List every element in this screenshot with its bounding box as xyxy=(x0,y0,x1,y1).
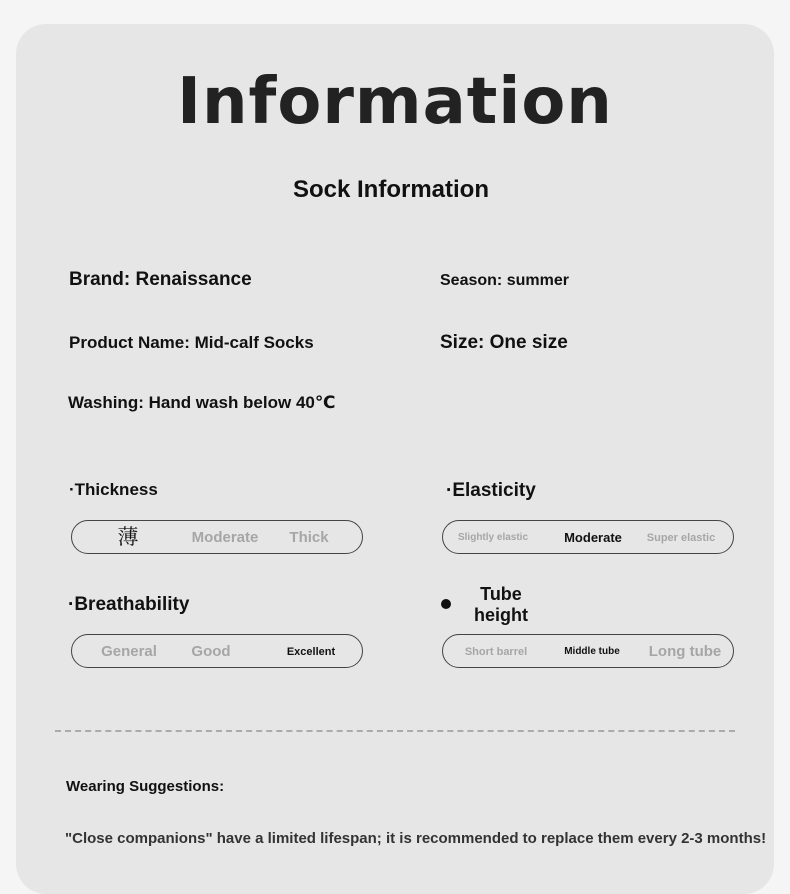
elasticity-scale xyxy=(442,520,734,554)
washing-info: Washing: Hand wash below 40℃ xyxy=(68,393,336,412)
tube-height-title-line2: height xyxy=(474,605,528,625)
thickness-title: ·Thickness xyxy=(69,480,158,499)
breathability-title: ·Breathability xyxy=(68,594,190,615)
tube-height-title-line1: Tube xyxy=(480,584,522,604)
breathability-option-general: General xyxy=(101,643,157,660)
elasticity-option-moderate: Moderate xyxy=(564,530,622,545)
tube-height-option-short: Short barrel xyxy=(464,646,528,658)
product-name-info: Product Name: Mid-calf Socks xyxy=(69,333,314,352)
breathability-option-excellent: Excellent xyxy=(286,646,336,658)
elasticity-option-slightly: Slightly elastic xyxy=(457,532,529,543)
tube-height-title xyxy=(472,584,530,626)
thickness-scale xyxy=(71,520,363,554)
section-subtitle: Sock Information xyxy=(292,176,490,203)
page-title: Information xyxy=(177,65,613,139)
thickness-option-thin: 薄 xyxy=(117,526,139,549)
elasticity-title: ·Elasticity xyxy=(446,480,536,501)
wearing-suggestions-text: "Close companions" have a limited lifespan; it is recommended to replace them every 2-3 months! xyxy=(65,830,767,847)
elasticity-option-super: Super elastic xyxy=(646,532,716,544)
wearing-suggestions-title: Wearing Suggestions: xyxy=(66,778,225,795)
info-card xyxy=(16,24,774,894)
tube-height-option-middle: Middle tube xyxy=(564,646,620,657)
tube-height-scale xyxy=(442,634,734,668)
breathability-option-good: Good xyxy=(191,643,231,660)
thickness-option-thick: Thick xyxy=(289,529,329,546)
size-info: Size: One size xyxy=(440,332,568,353)
season-info: Season: summer xyxy=(440,272,569,289)
breathability-scale xyxy=(71,634,363,668)
brand-info: Brand: Renaissance xyxy=(69,269,252,290)
section-divider xyxy=(55,730,735,732)
bullet-dot xyxy=(441,599,451,609)
thickness-option-moderate: Moderate xyxy=(191,529,259,546)
tube-height-option-long: Long tube xyxy=(648,643,722,660)
